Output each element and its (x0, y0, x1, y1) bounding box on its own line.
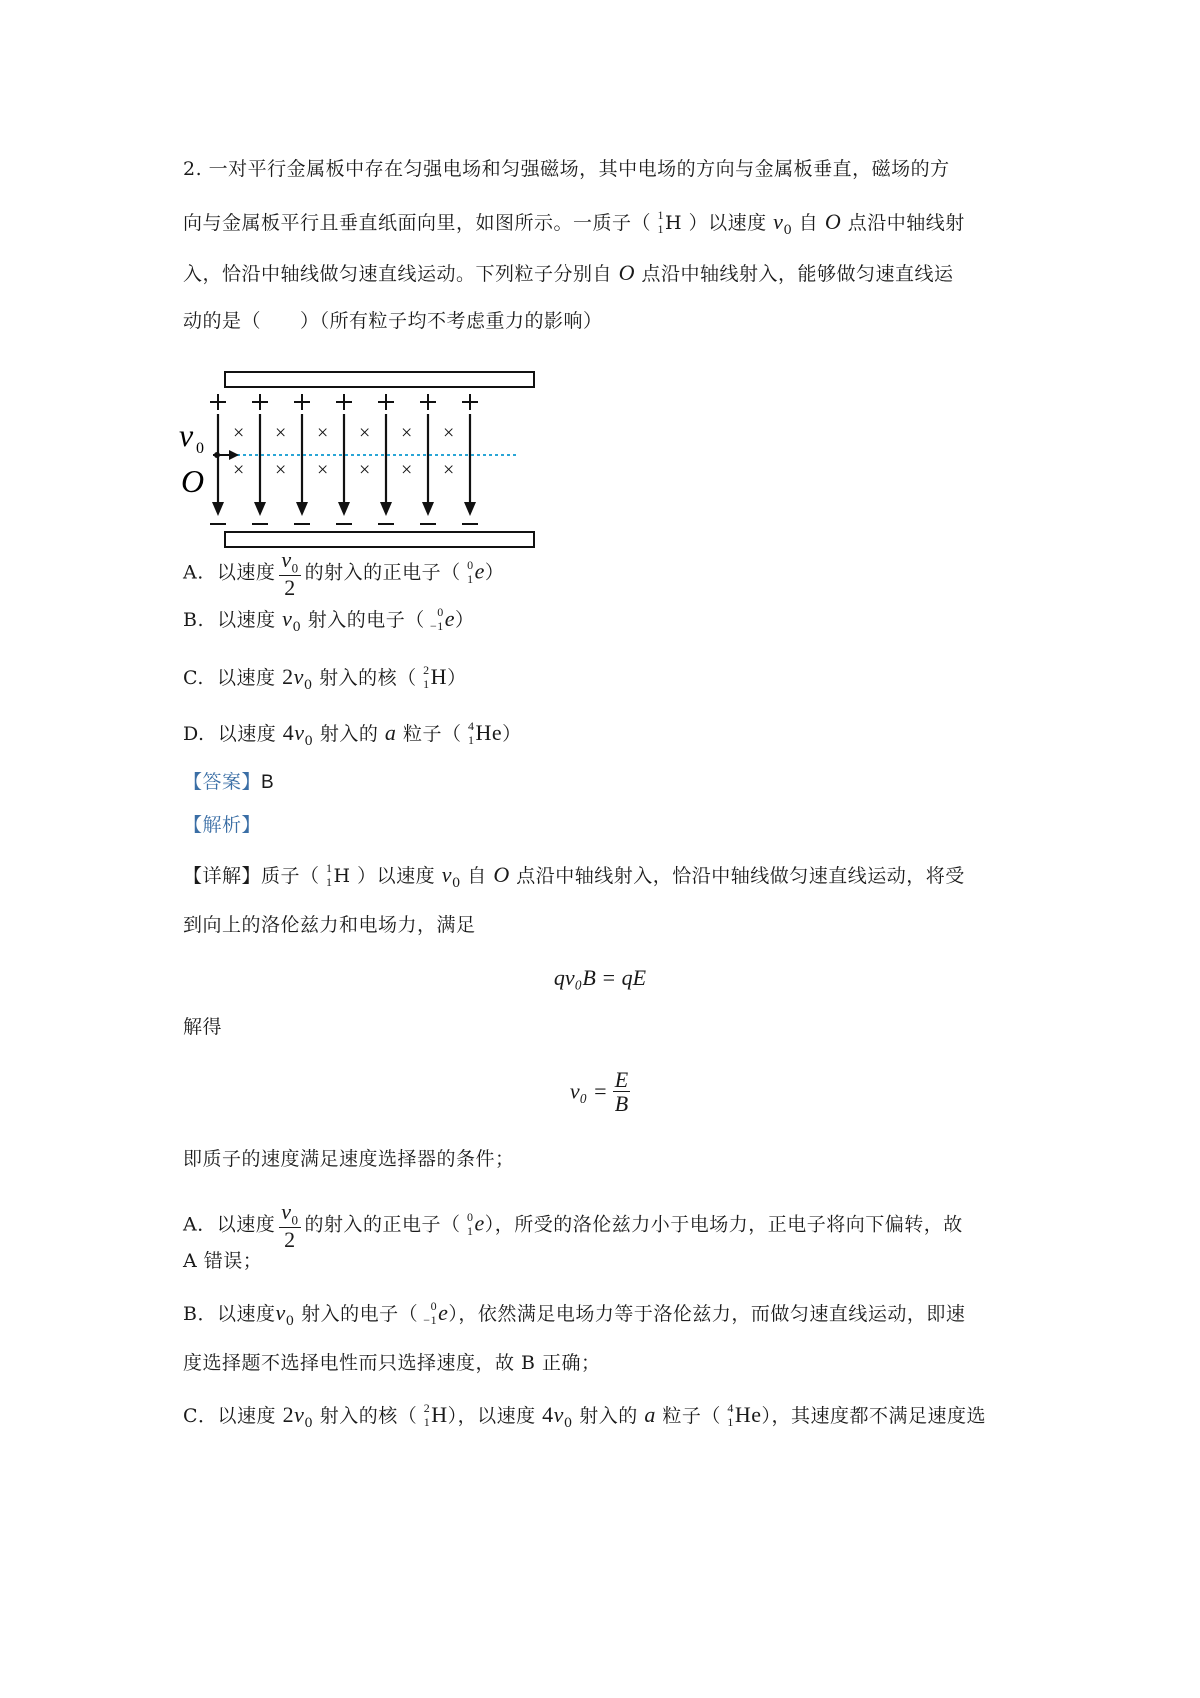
plus-sign (336, 394, 352, 410)
plus-sign (294, 394, 310, 410)
magnetic-cross: × (401, 422, 413, 444)
detail-line-4: 即质子的速度满足速度选择器的条件； (183, 1148, 515, 1170)
answer-line (183, 773, 274, 792)
magnetic-cross: × (275, 422, 287, 444)
detail-solve-label: 解得 (183, 1016, 223, 1038)
bottom-plate (225, 532, 534, 547)
plus-sign (378, 394, 394, 410)
magnetic-cross: × (233, 459, 245, 481)
magnetic-cross: × (443, 459, 455, 481)
plus-sign (210, 394, 226, 410)
magnetic-cross: × (401, 459, 413, 481)
magnetic-cross: × (317, 459, 329, 481)
field-arrow-head (296, 502, 308, 516)
magnetic-cross: × (275, 459, 287, 481)
option-c: C. 以速度 $2v_0$ 射入的核（ 2 1 H） (183, 663, 467, 693)
plus-sign (462, 394, 478, 410)
velocity-selector-figure (175, 360, 555, 560)
origin-label: O (181, 463, 205, 499)
field-arrow-head (212, 502, 224, 516)
field-arrow-head (338, 502, 350, 516)
plus-sign (252, 394, 268, 410)
equation-force-balance: qv₀B = qE (553, 965, 647, 990)
field-arrow-head (254, 502, 266, 516)
field-arrow-head (464, 502, 476, 516)
detail-line-2: 到向上的洛伦兹力和电场力，满足 (183, 914, 476, 936)
top-plate (225, 372, 534, 387)
v0-subscript: 0 (196, 440, 204, 457)
question-line-1: 2. 一对平行金属板中存在匀强电场和匀强磁场，其中电场的方向与金属板垂直，磁场的方 (183, 158, 950, 180)
plus-signs (210, 394, 478, 410)
magnetic-cross: × (359, 459, 371, 481)
equation-v0: v₀ = $\frac{E}{B}$ (569, 1067, 629, 1117)
answer-label: 【答案】 (183, 771, 262, 793)
entry-point (214, 452, 220, 458)
question-line-3: 入，恰沿中轴线做匀速直线运动。下列粒子分别自 O 点沿中轴线射入，能够做匀速直线运 (183, 260, 954, 285)
detail-c-line-1: C．以速度 $2v_0$ 射入的核（ 2 1 H），以速度 $4v_0$ 射入的 a 粒子（ 4 1 He），其速度都不满足速度选 (183, 1401, 987, 1431)
magnetic-cross: × (317, 422, 329, 444)
electric-field-arrows (212, 414, 476, 516)
detail-a-line-1: A．以速度 $\frac{v_0}{2}$ 的射入的正电子（ 0 1 e），所受的洛伦兹力小于电场力，正电子将向下偏转，故 (183, 1199, 963, 1253)
plus-sign (420, 394, 436, 410)
option-a: A. 以速度 $\frac{v_0}{2}$ 的射入的正电子（ 0 1 e） (183, 547, 505, 601)
field-arrow-head (422, 502, 434, 516)
question-line-2: 向与金属板平行且垂直纸面向里，如图所示。一质子（ 1 1 H ）以速度 $v_0$ 自 O 点沿中轴线射 (183, 208, 965, 238)
answer-value: B (261, 772, 275, 793)
option-b: B. 以速度 $v_0$ 射入的电子（ 0 −1 e） (183, 605, 475, 635)
detail-line-1: 【详解】质子（ 1 1 H ）以速度 $v_0$ 自 O 点沿中轴线射入，恰沿中轴线做匀速直线运动，将受 (183, 861, 965, 891)
magnetic-cross: × (443, 422, 455, 444)
question-line-4: 动的是（ ）（所有粒子均不考虑重力的影响） (183, 310, 603, 332)
detail-a-line-2: A 错误； (183, 1250, 263, 1272)
option-d: D. 以速度 $4v_0$ 射入的 a 粒子（ 4 1 He） (183, 719, 522, 749)
analysis-label: 【解析】 (183, 814, 262, 836)
magnetic-cross: × (359, 422, 371, 444)
detail-b-line-2: 度选择题不选择电性而只选择速度，故 B 正确； (183, 1352, 601, 1374)
magnetic-cross: × (233, 422, 245, 444)
field-arrow-head (380, 502, 392, 516)
detail-b-line-1: B．以速度$v_0$ 射入的电子（ 0 −1 e），依然满足电场力等于洛伦兹力，而做匀速直线运动，即速 (183, 1299, 966, 1329)
v0-label: v (179, 417, 194, 453)
